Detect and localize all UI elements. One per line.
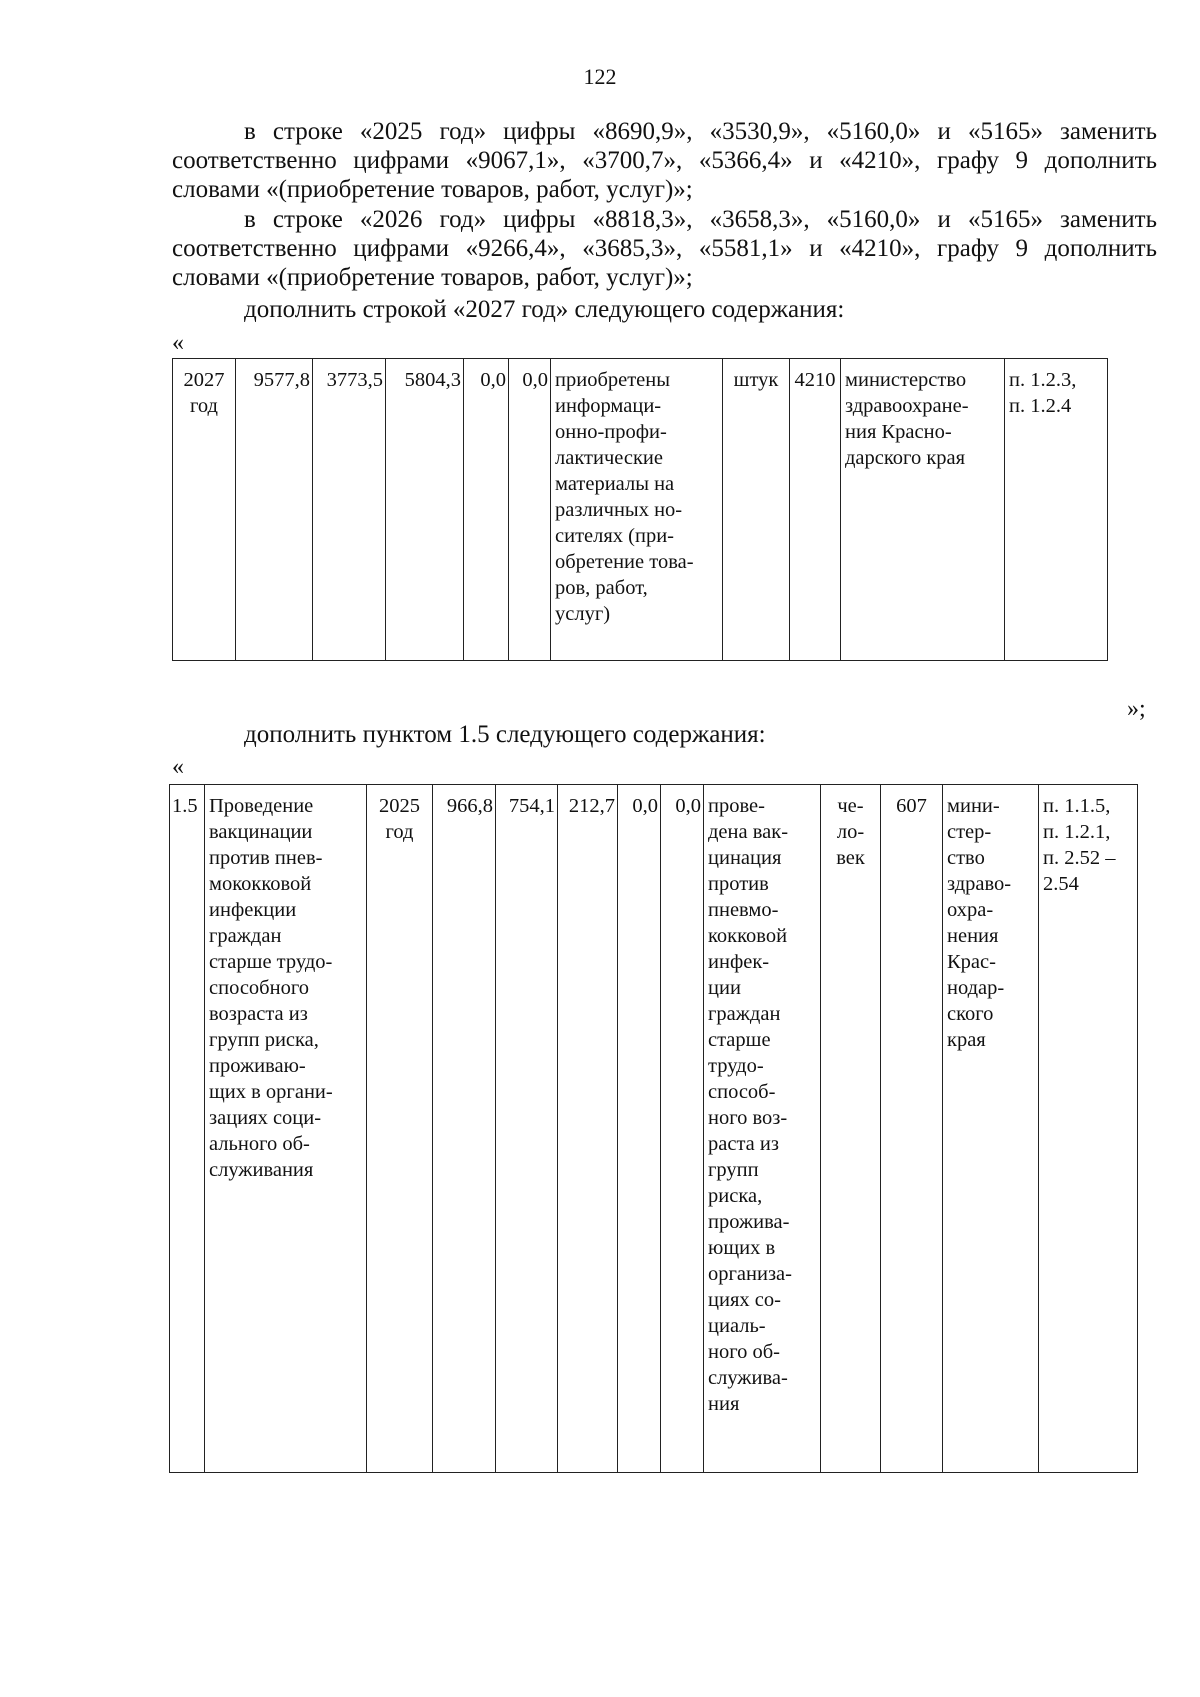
cell-local: 0,0	[464, 359, 509, 661]
quote-open-1: «	[172, 330, 184, 356]
cell-federal: 3773,5	[313, 359, 386, 661]
paragraph-2026-text: в строке «2026 год» цифры «8818,3», «3658,3», «5160,0» и «5165» заменить соответственно цифрами «9266,4», «3685,3», «5581,1» и «4210», графу 9 дополнить словами «(приобретение товаров, работ, услуг)»;	[172, 206, 1157, 291]
cell-result: прове- дена вак- цинация против пневмо- кокковой инфек- ции граждан старше трудо- способ- ного воз- раста из групп риска, прожива- ющих в организа- циях со- циаль- ного об- служива- ния	[704, 785, 821, 1473]
cell-local: 0,0	[618, 785, 661, 1473]
cell-regional: 212,7	[558, 785, 618, 1473]
paragraph-2025-text: в строке «2025 год» цифры «8690,9», «3530,9», «5160,0» и «5165» заменить соответственно цифрами «9067,1», «3700,7», «5366,4» и «4210», графу 9 дополнить словами «(приобретение товаров, работ, услуг)»;	[172, 118, 1157, 203]
cell-quantity: 607	[881, 785, 943, 1473]
cell-total: 966,8	[433, 785, 496, 1473]
cell-executor: министерство здравоохране- ния Красно- дарского края	[841, 359, 1005, 661]
paragraph-2025	[172, 117, 1157, 204]
cell-executor: мини- стер- ство здраво- охра- нения Крас- нодар- ского края	[943, 785, 1039, 1473]
intro-item-1-5: дополнить пунктом 1.5 следующего содержания:	[244, 721, 766, 748]
cell-extrabudget: 0,0	[661, 785, 704, 1473]
cell-regional: 5804,3	[386, 359, 464, 661]
cell-result: приобретены информаци- онно-профи- лактические материалы на различных но- сителях (при- обретение това- ров, работ, услуг)	[551, 359, 723, 661]
cell-total: 9577,8	[236, 359, 313, 661]
table-row-2027	[172, 358, 1108, 661]
cell-quantity: 4210	[790, 359, 841, 661]
intro-row-2027: дополнить строкой «2027 год» следующего содержания:	[244, 296, 845, 323]
quote-open-2: «	[172, 754, 184, 780]
page-number: 122	[583, 64, 617, 89]
cell-reference: п. 1.1.5, п. 1.2.1, п. 2.52 – 2.54	[1039, 785, 1138, 1473]
cell-unit: штук	[723, 359, 790, 661]
cell-extrabudget: 0,0	[509, 359, 551, 661]
cell-year: 2025 год	[367, 785, 433, 1473]
cell-unit: че- ло- век	[821, 785, 881, 1473]
cell-federal: 754,1	[496, 785, 558, 1473]
quote-close-1: »;	[1127, 696, 1146, 722]
cell-number: 1.5	[170, 785, 205, 1473]
cell-year: 2027 год	[173, 359, 236, 661]
table-item-1-5	[169, 784, 1138, 1473]
paragraph-2026	[172, 205, 1157, 292]
cell-name: Проведение вакцинации против пнев- мококковой инфекции граждан старше трудо- способного возраста из групп риска, проживаю- щих в органи- зациях соци- ального об- служивания	[205, 785, 367, 1473]
cell-reference: п. 1.2.3, п. 1.2.4	[1005, 359, 1108, 661]
